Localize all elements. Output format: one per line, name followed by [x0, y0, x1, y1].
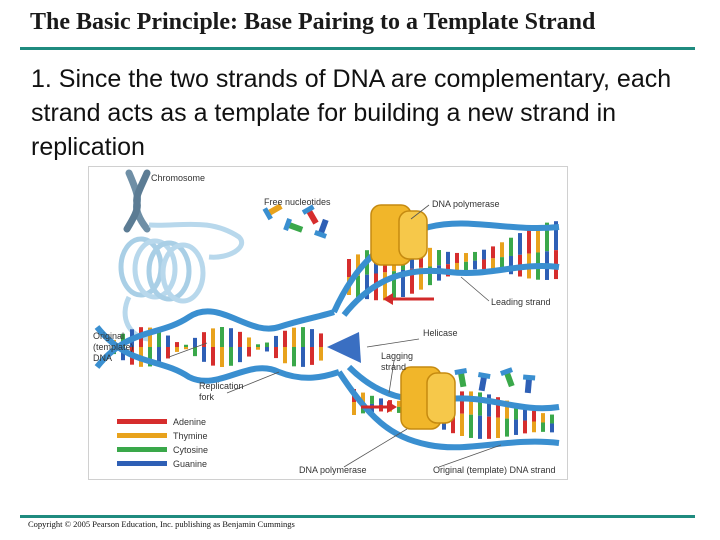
label-dna-polymerase-top: DNA polymerase [432, 199, 500, 209]
legend-label-cytosine: Cytosine [173, 445, 209, 455]
legend-swatch-adenine [117, 419, 167, 424]
legend-swatch-thymine [117, 433, 167, 438]
body-text: 1. Since the two strands of DNA are complementary, each strand acts as a template for building a new strand in replication [31, 65, 672, 161]
legend-item-guanine [117, 459, 207, 469]
label-replication-fork: Replication fork [199, 381, 244, 402]
label-leading-strand: Leading strand [491, 297, 551, 307]
dna-replication-figure [88, 166, 568, 480]
base-legend [117, 417, 208, 469]
legend-swatch-cytosine [117, 447, 167, 452]
legend-label-guanine: Guanine [173, 459, 208, 469]
label-original-template-dna: Original (template) DNA [93, 331, 134, 363]
legend-label-adenine: Adenine [173, 417, 207, 427]
footer-divider [20, 515, 695, 518]
label-original-template-strand: Original (template) DNA strand [433, 465, 556, 475]
legend-item-cytosine [117, 445, 208, 455]
slide-title: The Basic Principle: Base Pairing to a Template Strand [30, 9, 596, 35]
copyright-notice: Copyright © 2005 Pearson Education, Inc. publishing as Benjamin Cummings [28, 519, 295, 529]
dna-polymerase-top [371, 205, 427, 265]
label-chromosome: Chromosome [151, 173, 206, 183]
label-helicase: Helicase [423, 328, 458, 338]
legend-label-thymine: Thymine [173, 431, 208, 441]
chromosome-icon [127, 173, 147, 229]
label-dna-polymerase-bottom: DNA polymerase [299, 465, 367, 475]
legend-swatch-guanine [117, 461, 167, 466]
helicase [327, 332, 361, 363]
legend-item-thymine [117, 431, 208, 441]
label-free-nucleotides: Free nucleotides [264, 197, 331, 207]
dna-polymerase-bottom [401, 367, 455, 429]
title-divider [20, 47, 695, 50]
label-lagging-strand: Lagging strand [381, 351, 414, 372]
dna-replication-diagram [89, 167, 567, 479]
legend-item-adenine [117, 417, 206, 427]
